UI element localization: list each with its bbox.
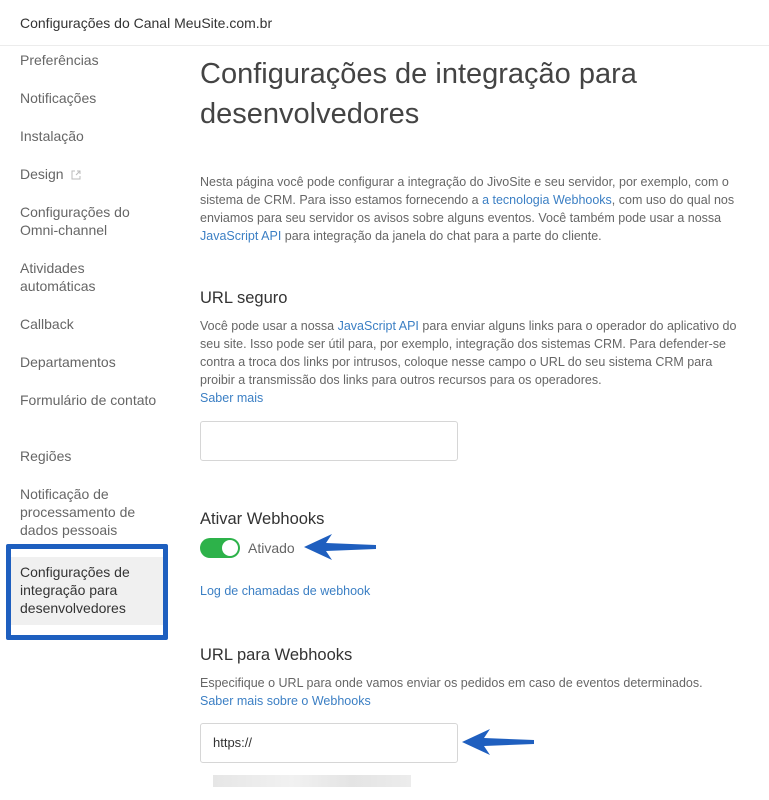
secure-url-input[interactable] bbox=[200, 421, 458, 461]
secure-url-text-part: para enviar alguns links para o operador do aplicativo do seu site. Isso pode ser útil para, por exemplo, integração dos sistemas CRM. Para defender-se contra a troca dos links por intrusos, coloque nesse campo o URL do seu sistema CRM para proibir a transmissão dos links para outros recursos para os operadores. bbox=[200, 319, 737, 387]
sidebar-item-departments[interactable]: Departamentos bbox=[20, 354, 116, 370]
sidebar-item-callback[interactable]: Callback bbox=[20, 316, 74, 332]
secure-url-javascript-api-link[interactable]: JavaScript API bbox=[337, 319, 419, 333]
secure-url-text-part: Você pode usar a nossa bbox=[200, 319, 338, 333]
secure-url-heading: URL seguro bbox=[200, 289, 288, 307]
sidebar-item-notifications[interactable]: Notificações bbox=[20, 90, 97, 106]
webhooks-toggle[interactable] bbox=[200, 538, 240, 558]
intro-text-part: Nesta página você pode configurar a integração do JivoSite e seu servidor, por exemplo, com o sistema de CRM. Para isso estamos fornecendo a bbox=[200, 175, 729, 207]
sidebar-item-contact-form[interactable]: Formulário de contato bbox=[20, 392, 157, 408]
webhook-log-link[interactable]: Log de chamadas de webhook bbox=[200, 584, 371, 598]
webhooks-technology-link[interactable]: a tecnologia Webhooks bbox=[482, 193, 612, 207]
sidebar-item-installation[interactable]: Instalação bbox=[20, 128, 84, 144]
webhooks-toggle-label: Ativado bbox=[248, 540, 295, 556]
sidebar-item-omnichannel[interactable]: Configurações do Omni-channel bbox=[20, 204, 130, 238]
javascript-api-link[interactable]: JavaScript API bbox=[200, 229, 282, 243]
blurred-url-mask bbox=[213, 775, 411, 787]
webhook-url-text: Especifique o URL para onde vamos enviar os pedidos em caso de eventos determinados. bbox=[200, 676, 703, 690]
sidebar-item-automatic-activities[interactable]: Atividades automáticas bbox=[20, 260, 96, 294]
secure-url-learn-more-link[interactable]: Saber mais bbox=[200, 391, 264, 405]
arrow-pointer-icon bbox=[304, 532, 376, 562]
webhook-url-description bbox=[200, 674, 745, 710]
top-bar bbox=[0, 0, 769, 46]
sidebar-item-label: Configurações de integração para desenvolvedores bbox=[11, 557, 163, 625]
toggle-knob bbox=[222, 540, 238, 556]
page-title: Configurações de integração para desenvolvedores bbox=[200, 58, 637, 130]
sidebar-item-design[interactable] bbox=[20, 165, 160, 183]
page-header-title: Configurações do Canal MeuSite.com.br bbox=[20, 15, 273, 31]
sidebar-item-label: Design bbox=[20, 166, 64, 182]
webhooks-learn-more-link[interactable]: Saber mais sobre o Webhooks bbox=[200, 694, 371, 708]
sidebar-item-regions[interactable]: Regiões bbox=[20, 448, 72, 464]
sidebar-item-developer-integration[interactable] bbox=[6, 544, 168, 640]
webhooks-heading: Ativar Webhooks bbox=[200, 510, 325, 528]
secure-url-description bbox=[200, 317, 745, 407]
sidebar bbox=[0, 46, 175, 778]
webhook-url-value: https:// bbox=[213, 735, 253, 750]
external-link-icon bbox=[71, 170, 81, 180]
sidebar-item-preferences[interactable]: Preferências bbox=[20, 52, 99, 68]
webhook-url-input[interactable] bbox=[200, 723, 458, 763]
intro-text-part: , com uso do qual nos enviamos para seu servidor os avisos sobre alguns eventos. Você também pode usar a nossa bbox=[200, 193, 735, 225]
intro-text bbox=[200, 173, 745, 245]
arrow-pointer-icon bbox=[462, 727, 534, 757]
webhook-url-heading: URL para Webhooks bbox=[200, 646, 353, 664]
sidebar-item-personal-data[interactable]: Notificação de processamento de dados pessoais bbox=[20, 486, 136, 538]
intro-text-part: para integração da janela do chat para a parte do cliente. bbox=[281, 229, 602, 243]
